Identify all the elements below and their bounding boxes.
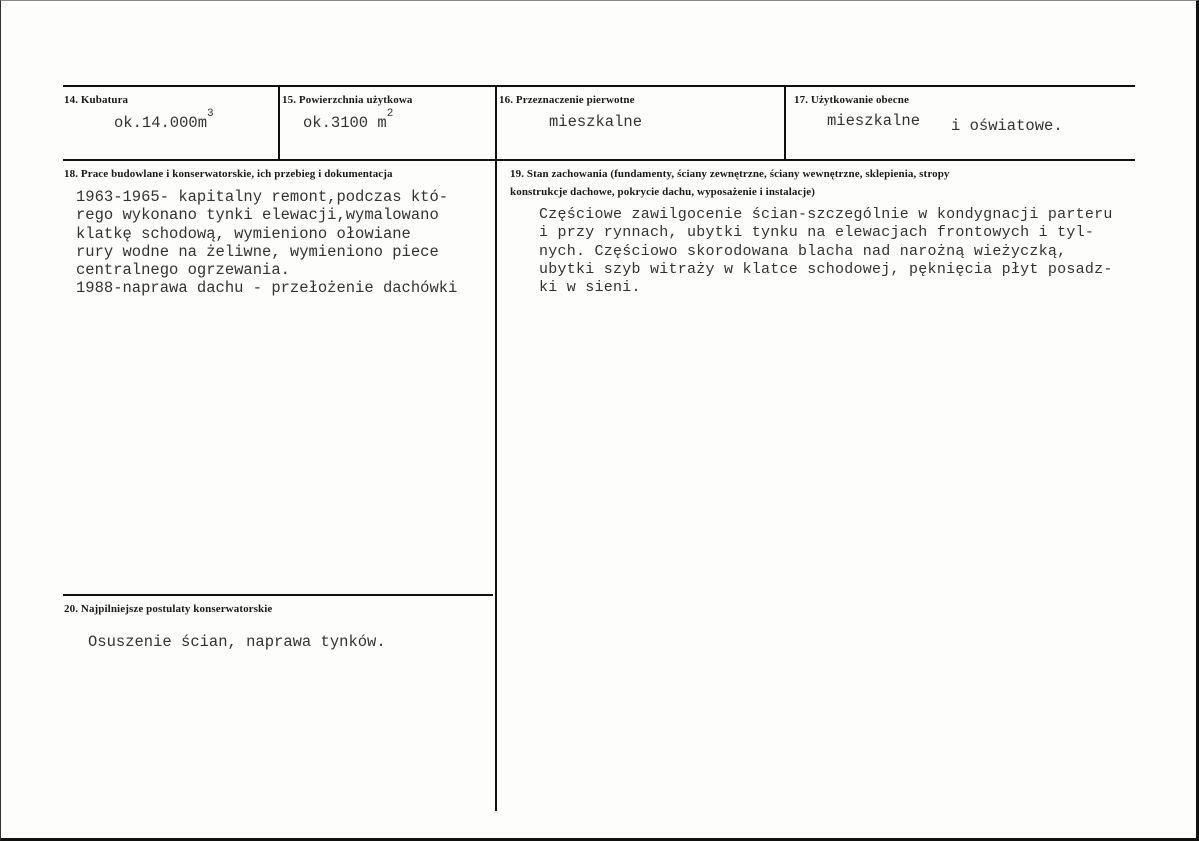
- field-18-line: centralnego ogrzewania.: [76, 261, 290, 280]
- field-18-text: [76, 188, 457, 298]
- field-20-label: 20. Najpilniejsze postulaty konserwatorskie: [64, 603, 273, 615]
- sep-14-15: [278, 86, 280, 161]
- field-15-value: [303, 108, 394, 132]
- field-19-line: i przy rynnach, ubytki tynku na elewacjach frontowych i tyl-: [539, 224, 1095, 242]
- field-19-label-line1: 19. Stan zachowania (fundamenty, ściany zewnętrzne, ściany wewnętrzne, sklepienia, stropy: [510, 168, 950, 180]
- field-18-line: klatkę schodową, wymieniono ołowiane: [76, 224, 411, 243]
- field-19-line: ubytki szyb witraży w klatce schodowej, pęknięcia płyt posadz-: [539, 260, 1113, 278]
- field-19-line: nych. Częściowo skorodowana blacha nad narożną wieżyczką,: [539, 242, 1067, 260]
- field-20-value: Osuszenie ścian, naprawa tynków.: [88, 633, 386, 651]
- sep-18-19: [495, 159, 497, 811]
- field-18-line: rury wodne na żeliwne, wymieniono piece: [76, 242, 439, 261]
- field-19-line: Częściowe zawilgocenie ścian-szczególnie w kondygnacji parteru: [539, 206, 1113, 223]
- field-15-label: 15. Powierzchnia użytkowa: [282, 94, 413, 106]
- field20-top-rule: [63, 594, 493, 596]
- field-18-line: rego wykonano tynki elewacji,wymalowano: [76, 206, 439, 225]
- field-14-value: [114, 108, 214, 132]
- field-17-value-a: mieszkalne: [827, 112, 921, 130]
- field-16-label: 16. Przeznaczenie pierwotne: [499, 94, 635, 106]
- field-14-label: 14. Kubatura: [64, 94, 129, 106]
- field-19-line: ki w sieni.: [539, 279, 641, 297]
- field-14-value-exponent: 3: [207, 108, 214, 120]
- field-17-value-b: i oświatowe.: [951, 117, 1063, 135]
- field-15-value-text: ok.3100 m: [303, 114, 387, 132]
- top-rule: [63, 85, 1135, 87]
- field-18-label: 18. Prace budowlane i konserwatorskie, ich przebieg i dokumentacja: [64, 168, 393, 180]
- sep-16-17: [784, 86, 786, 161]
- field-19-label-line2: konstrukcje dachowe, pokrycie dachu, wyposażenie i instalacje): [510, 186, 816, 198]
- sep-15-16: [495, 86, 497, 161]
- field-16-value: mieszkalne: [549, 113, 643, 131]
- field-18-line: 1988-naprawa dachu - przełożenie dachówki: [76, 279, 458, 298]
- field-18-line: 1963-1965- kapitalny remont,podczas któ-: [76, 188, 449, 206]
- field-14-value-text: ok.14.000m: [114, 114, 208, 132]
- row1-bottom-rule: [63, 159, 1135, 161]
- field-15-value-exponent: 2: [386, 108, 394, 120]
- field-19-text: [539, 206, 1113, 297]
- field-17-label: 17. Użytkowanie obecne: [794, 94, 909, 106]
